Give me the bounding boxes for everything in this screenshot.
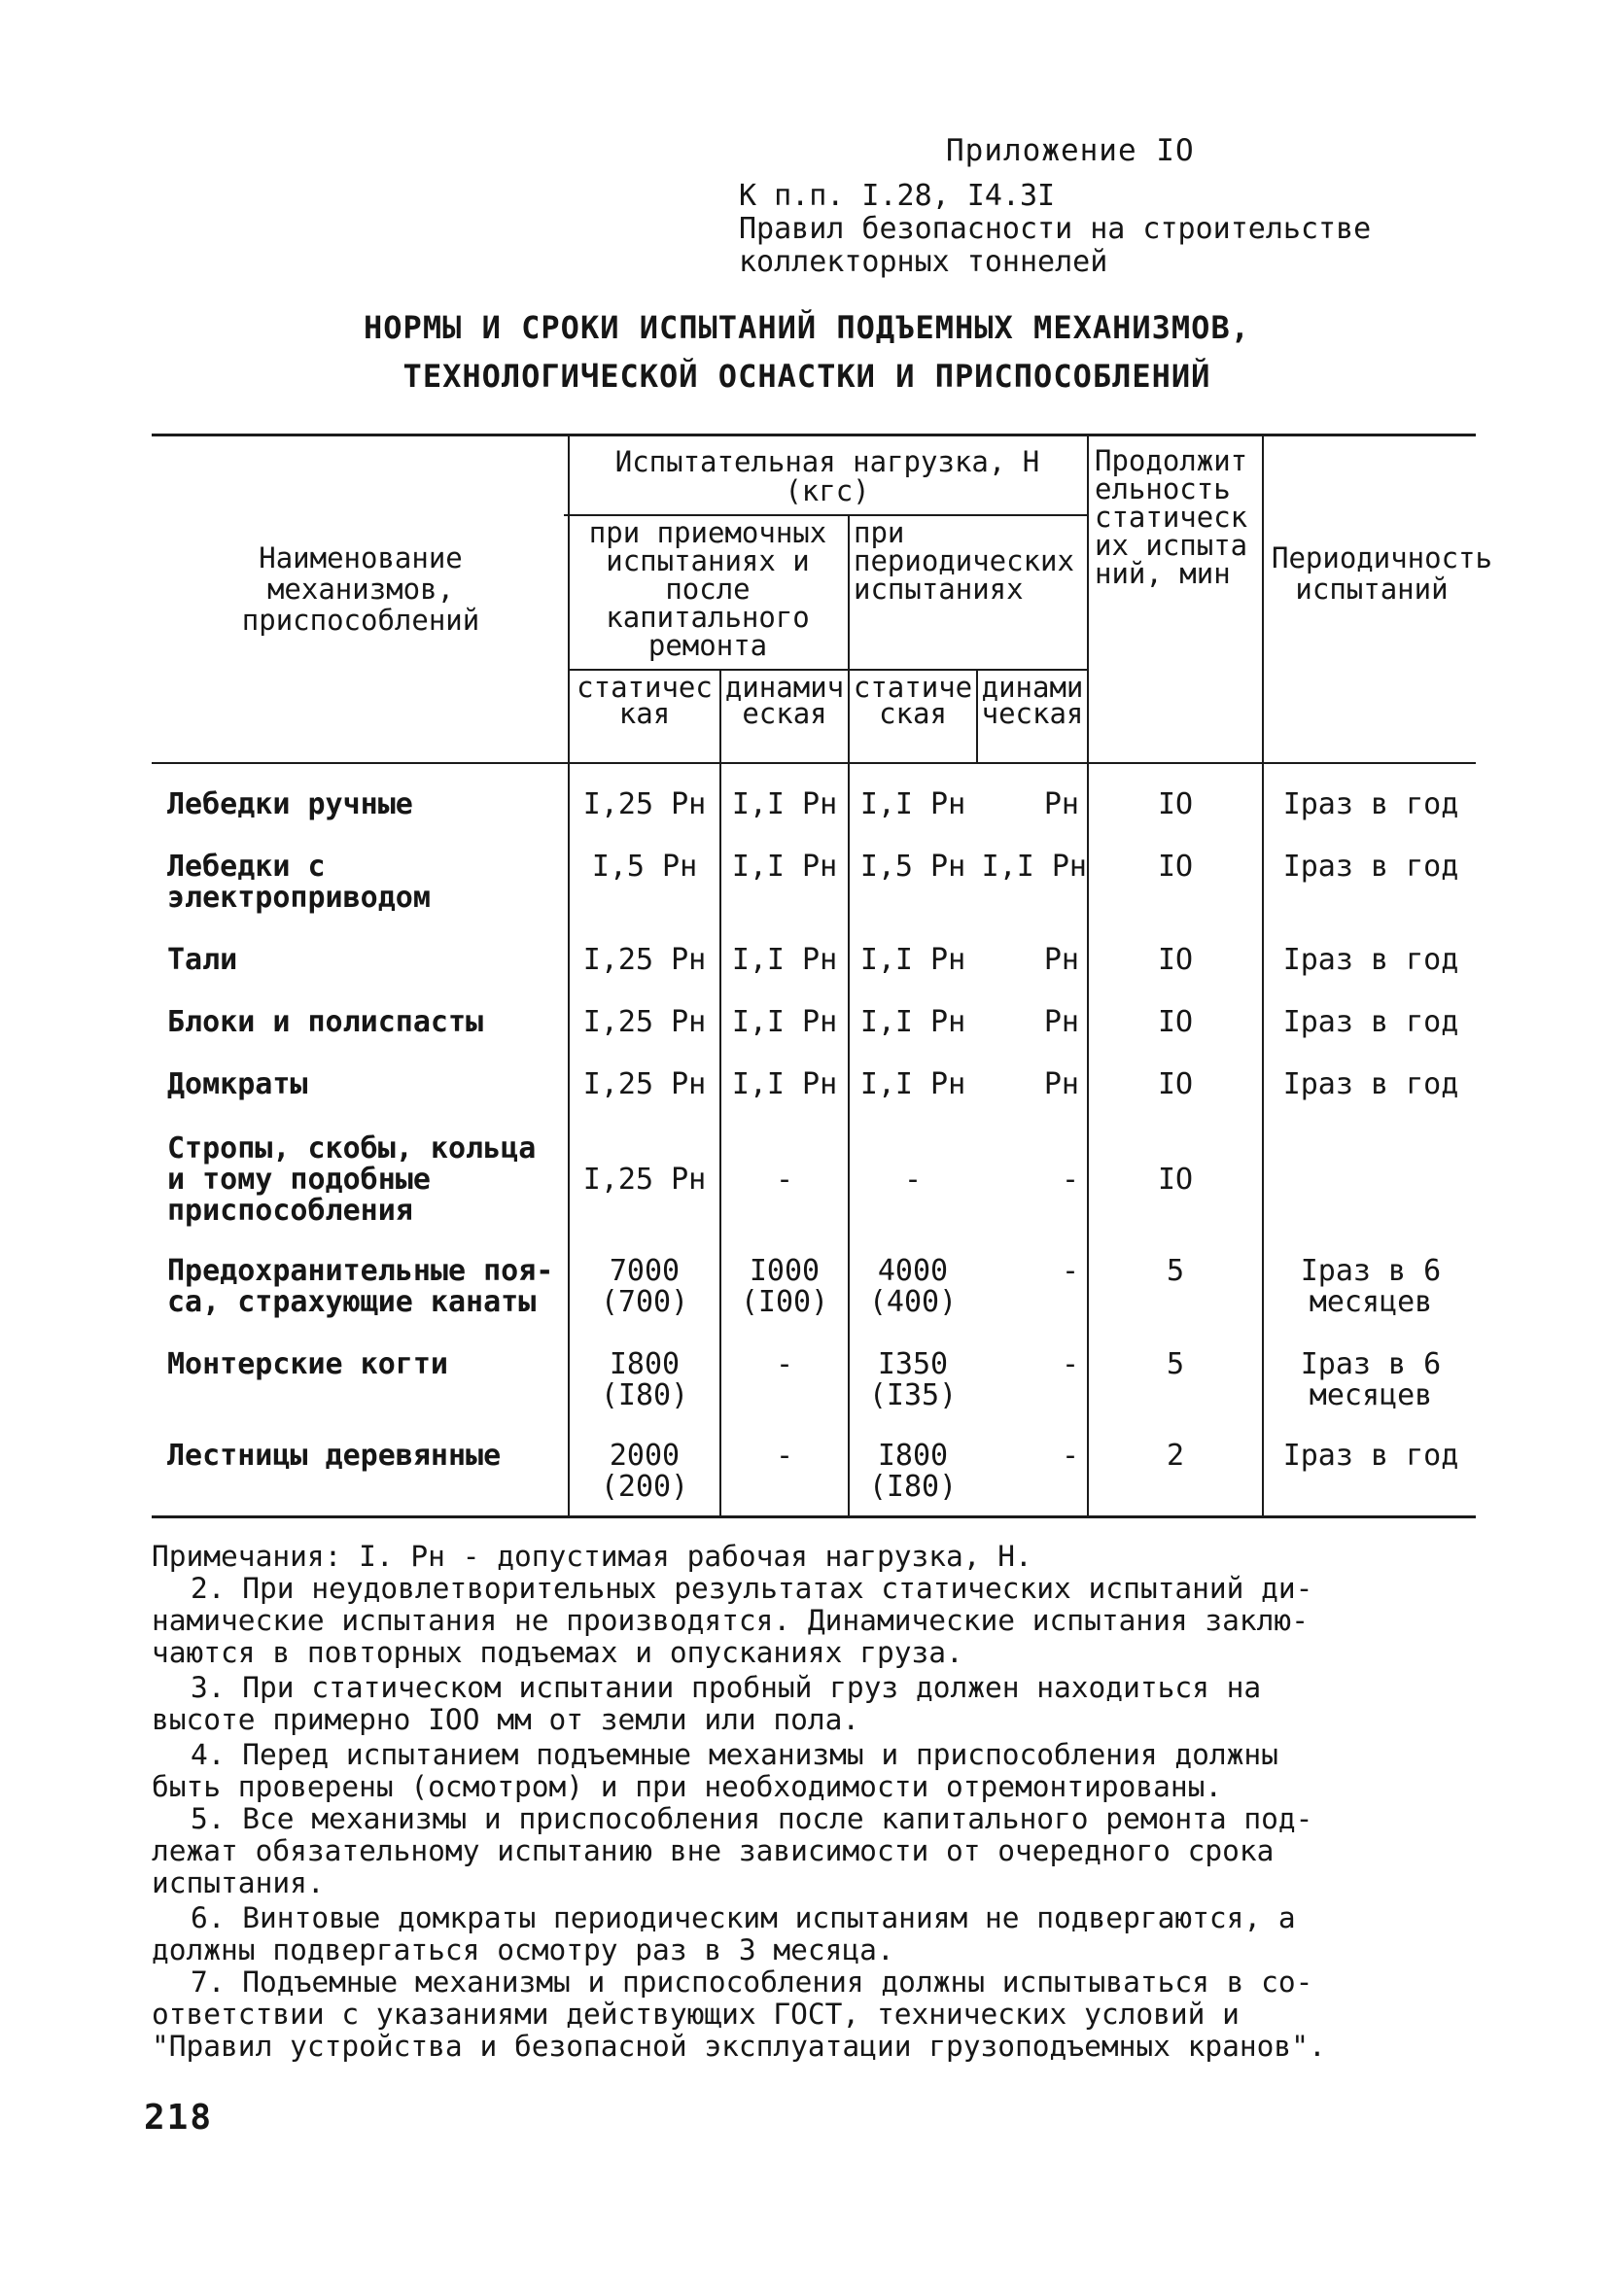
cell-acc-dynamic: I000 (I00) (740, 1254, 829, 1319)
cell-duration: 5 (1166, 1254, 1185, 1288)
cell-period: Iраз в год (1282, 787, 1459, 821)
cell-duration: 5 (1166, 1347, 1185, 1381)
table-row-name: Тали (167, 943, 238, 977)
header-bottom-rule (152, 762, 1476, 764)
note-line: испытания. (152, 1866, 325, 1899)
title-line: ТЕХНОЛОГИЧЕСКОЙ ОСНАСТКИ И ПРИСПОСОБЛЕНИЙ (402, 358, 1211, 395)
note-line: ответствии с указаниями действующих ГОСТ, технических условий и (152, 1998, 1240, 2031)
cell-duration: IO (1157, 850, 1194, 884)
header-name: Наименование механизмов, приспособлений (241, 541, 480, 637)
header-duration: Продолжительность статических испытаний, мин (1095, 444, 1248, 590)
cell-per-dynamic: - (1061, 1347, 1079, 1381)
header-acceptance: при приемочных испытаниях и после капитального ремонта (588, 516, 827, 662)
cell-per-static: I,I Рн (859, 1005, 966, 1039)
cell-per-dynamic: I,I Рн (981, 850, 1087, 884)
table-row-name: Лебедки с электроприводом (167, 850, 431, 915)
cell-acc-static: I800 (I80) (600, 1347, 689, 1412)
cell-acc-static: I,25 Рн (582, 1163, 707, 1197)
appendix-label: Приложение IO (946, 133, 1195, 168)
note-line: 7. Подъемные механизмы и приспособления должны испытываться в со- (191, 1966, 1313, 1999)
cell-acc-dynamic: I,I Рн (731, 943, 838, 977)
table-bottom-rule (152, 1515, 1476, 1518)
cell-per-dynamic: - (1061, 1163, 1079, 1197)
cell-per-static: 4000 (400) (868, 1254, 958, 1319)
document-title (156, 303, 1458, 400)
cell-duration: IO (1157, 943, 1194, 977)
note-line: должны подвергаться осмотру раз в 3 месяца. (152, 1933, 894, 1966)
note-line: 4. Перед испытанием подъемные механизмы и приспособления должны (191, 1738, 1278, 1771)
reference-line: К п.п. I.28, I4.3I (739, 179, 1056, 213)
reference-line: Правил безопасности на строительстве (739, 212, 1372, 246)
cell-acc-static: I,25 Рн (582, 1005, 707, 1039)
header-load: Испытательная нагрузка, Н (кгс) (614, 445, 1040, 507)
header-acc-static: статическая (577, 671, 713, 730)
cell-period: Iраз в год (1282, 1067, 1459, 1101)
cell-per-dynamic: - (1061, 1254, 1079, 1288)
cell-period: Iраз в 6 месяцев (1300, 1254, 1442, 1319)
cell-acc-dynamic: - (775, 1163, 794, 1197)
note-line: 6. Винтовые домкраты периодическим испытаниям не подвергаются, а (191, 1901, 1296, 1934)
cell-duration: IO (1157, 1163, 1194, 1197)
note-line: быть проверены (осмотром) и при необходимости отремонтированы. (152, 1770, 1223, 1803)
cell-per-static: I800 (I80) (868, 1439, 958, 1504)
cell-per-dynamic: Рн (1043, 787, 1079, 821)
cell-duration: IO (1157, 1005, 1194, 1039)
column-divider (976, 669, 978, 762)
cell-duration: 2 (1166, 1439, 1185, 1473)
cell-acc-static: I,25 Рн (582, 787, 707, 821)
cell-per-static: I,I Рн (859, 787, 966, 821)
table-row-name: Монтерские когти (167, 1347, 448, 1381)
title-line: НОРМЫ И СРОКИ ИСПЫТАНИЙ ПОДЪЕМНЫХ МЕХАНИЗМОВ, (364, 309, 1250, 346)
cell-acc-dynamic: I,I Рн (731, 850, 838, 884)
header-period: Периодичность испытаний (1272, 541, 1492, 606)
cell-acc-dynamic: I,I Рн (731, 1067, 838, 1101)
table-row-name: Домкраты (167, 1067, 308, 1101)
header-periodic: при периодических испытаниях (854, 516, 1074, 606)
cell-acc-static: 7000 (700) (600, 1254, 689, 1319)
cell-acc-static: I,25 Рн (582, 1067, 707, 1101)
cell-per-static: I350 (I35) (868, 1347, 958, 1412)
cell-per-dynamic: Рн (1043, 1067, 1079, 1101)
reference-line: коллекторных тоннелей (739, 245, 1108, 279)
note-line: высоте примерно IOO мм от земли или пола. (152, 1703, 860, 1736)
note-line: Примечания: I. Рн - допустимая рабочая нагрузка, Н. (152, 1540, 1032, 1573)
reference-block (739, 180, 1371, 279)
cell-per-dynamic: - (1061, 1439, 1079, 1473)
note-line: намические испытания не производятся. Динамические испытания заклю- (152, 1604, 1309, 1637)
header-per-static: статическая (853, 671, 973, 730)
cell-acc-dynamic: - (775, 1439, 794, 1473)
cell-acc-static: I,5 Рн (591, 850, 698, 884)
table-row-name: Блоки и полиспасты (167, 1005, 484, 1039)
note-line: 2. При неудовлетворительных результатах статических испытаний ди- (191, 1572, 1313, 1605)
cell-acc-static: I,25 Рн (582, 943, 707, 977)
cell-acc-static: 2000 (200) (600, 1439, 689, 1504)
table-row-name: Стропы, скобы, кольца и тому подобные приспособления (167, 1131, 537, 1228)
note-line: лежат обязательному испытанию вне зависимости от очередного срока (152, 1834, 1275, 1867)
cell-per-static: I,I Рн (859, 1067, 966, 1101)
test-norms-table (152, 434, 1492, 1518)
table-row-name: Предохранительные поя- са, страхующие канаты (167, 1254, 554, 1319)
page-number: 218 (144, 2098, 214, 2138)
cell-acc-dynamic: - (775, 1347, 794, 1381)
table-row-name: Лебедки ручные (167, 787, 413, 821)
column-divider (1262, 434, 1264, 1518)
note-line: "Правил устройства и безопасной эксплуатации грузоподъемных кранов". (152, 2030, 1326, 2063)
header-per-dynamic: динамическая (981, 671, 1084, 730)
cell-period: Iраз в 6 месяцев (1300, 1347, 1442, 1412)
cell-per-dynamic: Рн (1043, 1005, 1079, 1039)
cell-per-static: - (903, 1163, 923, 1197)
cell-duration: IO (1157, 1067, 1194, 1101)
cell-period: Iраз в год (1282, 943, 1459, 977)
header-acc-dynamic: динамическая (724, 671, 845, 730)
table-top-rule (152, 434, 1476, 436)
cell-acc-dynamic: I,I Рн (731, 787, 838, 821)
note-line: 5. Все механизмы и приспособления после капитального ремонта под- (191, 1802, 1313, 1835)
notes-section (152, 1541, 1484, 2063)
cell-duration: IO (1157, 787, 1194, 821)
note-line: 3. При статическом испытании пробный груз должен находиться на (191, 1671, 1262, 1704)
cell-period: Iраз в год (1282, 1005, 1459, 1039)
cell-per-static: I,I Рн (859, 943, 966, 977)
cell-acc-dynamic: I,I Рн (731, 1005, 838, 1039)
cell-per-dynamic: Рн (1043, 943, 1079, 977)
cell-period: Iраз в год (1282, 1439, 1459, 1473)
note-line: чаются в повторных подъемах и опусканиях груза. (152, 1636, 963, 1669)
cell-per-static: I,5 Рн (859, 850, 966, 884)
cell-period: Iраз в год (1282, 850, 1459, 884)
table-row-name: Лестницы деревянные (167, 1439, 502, 1473)
